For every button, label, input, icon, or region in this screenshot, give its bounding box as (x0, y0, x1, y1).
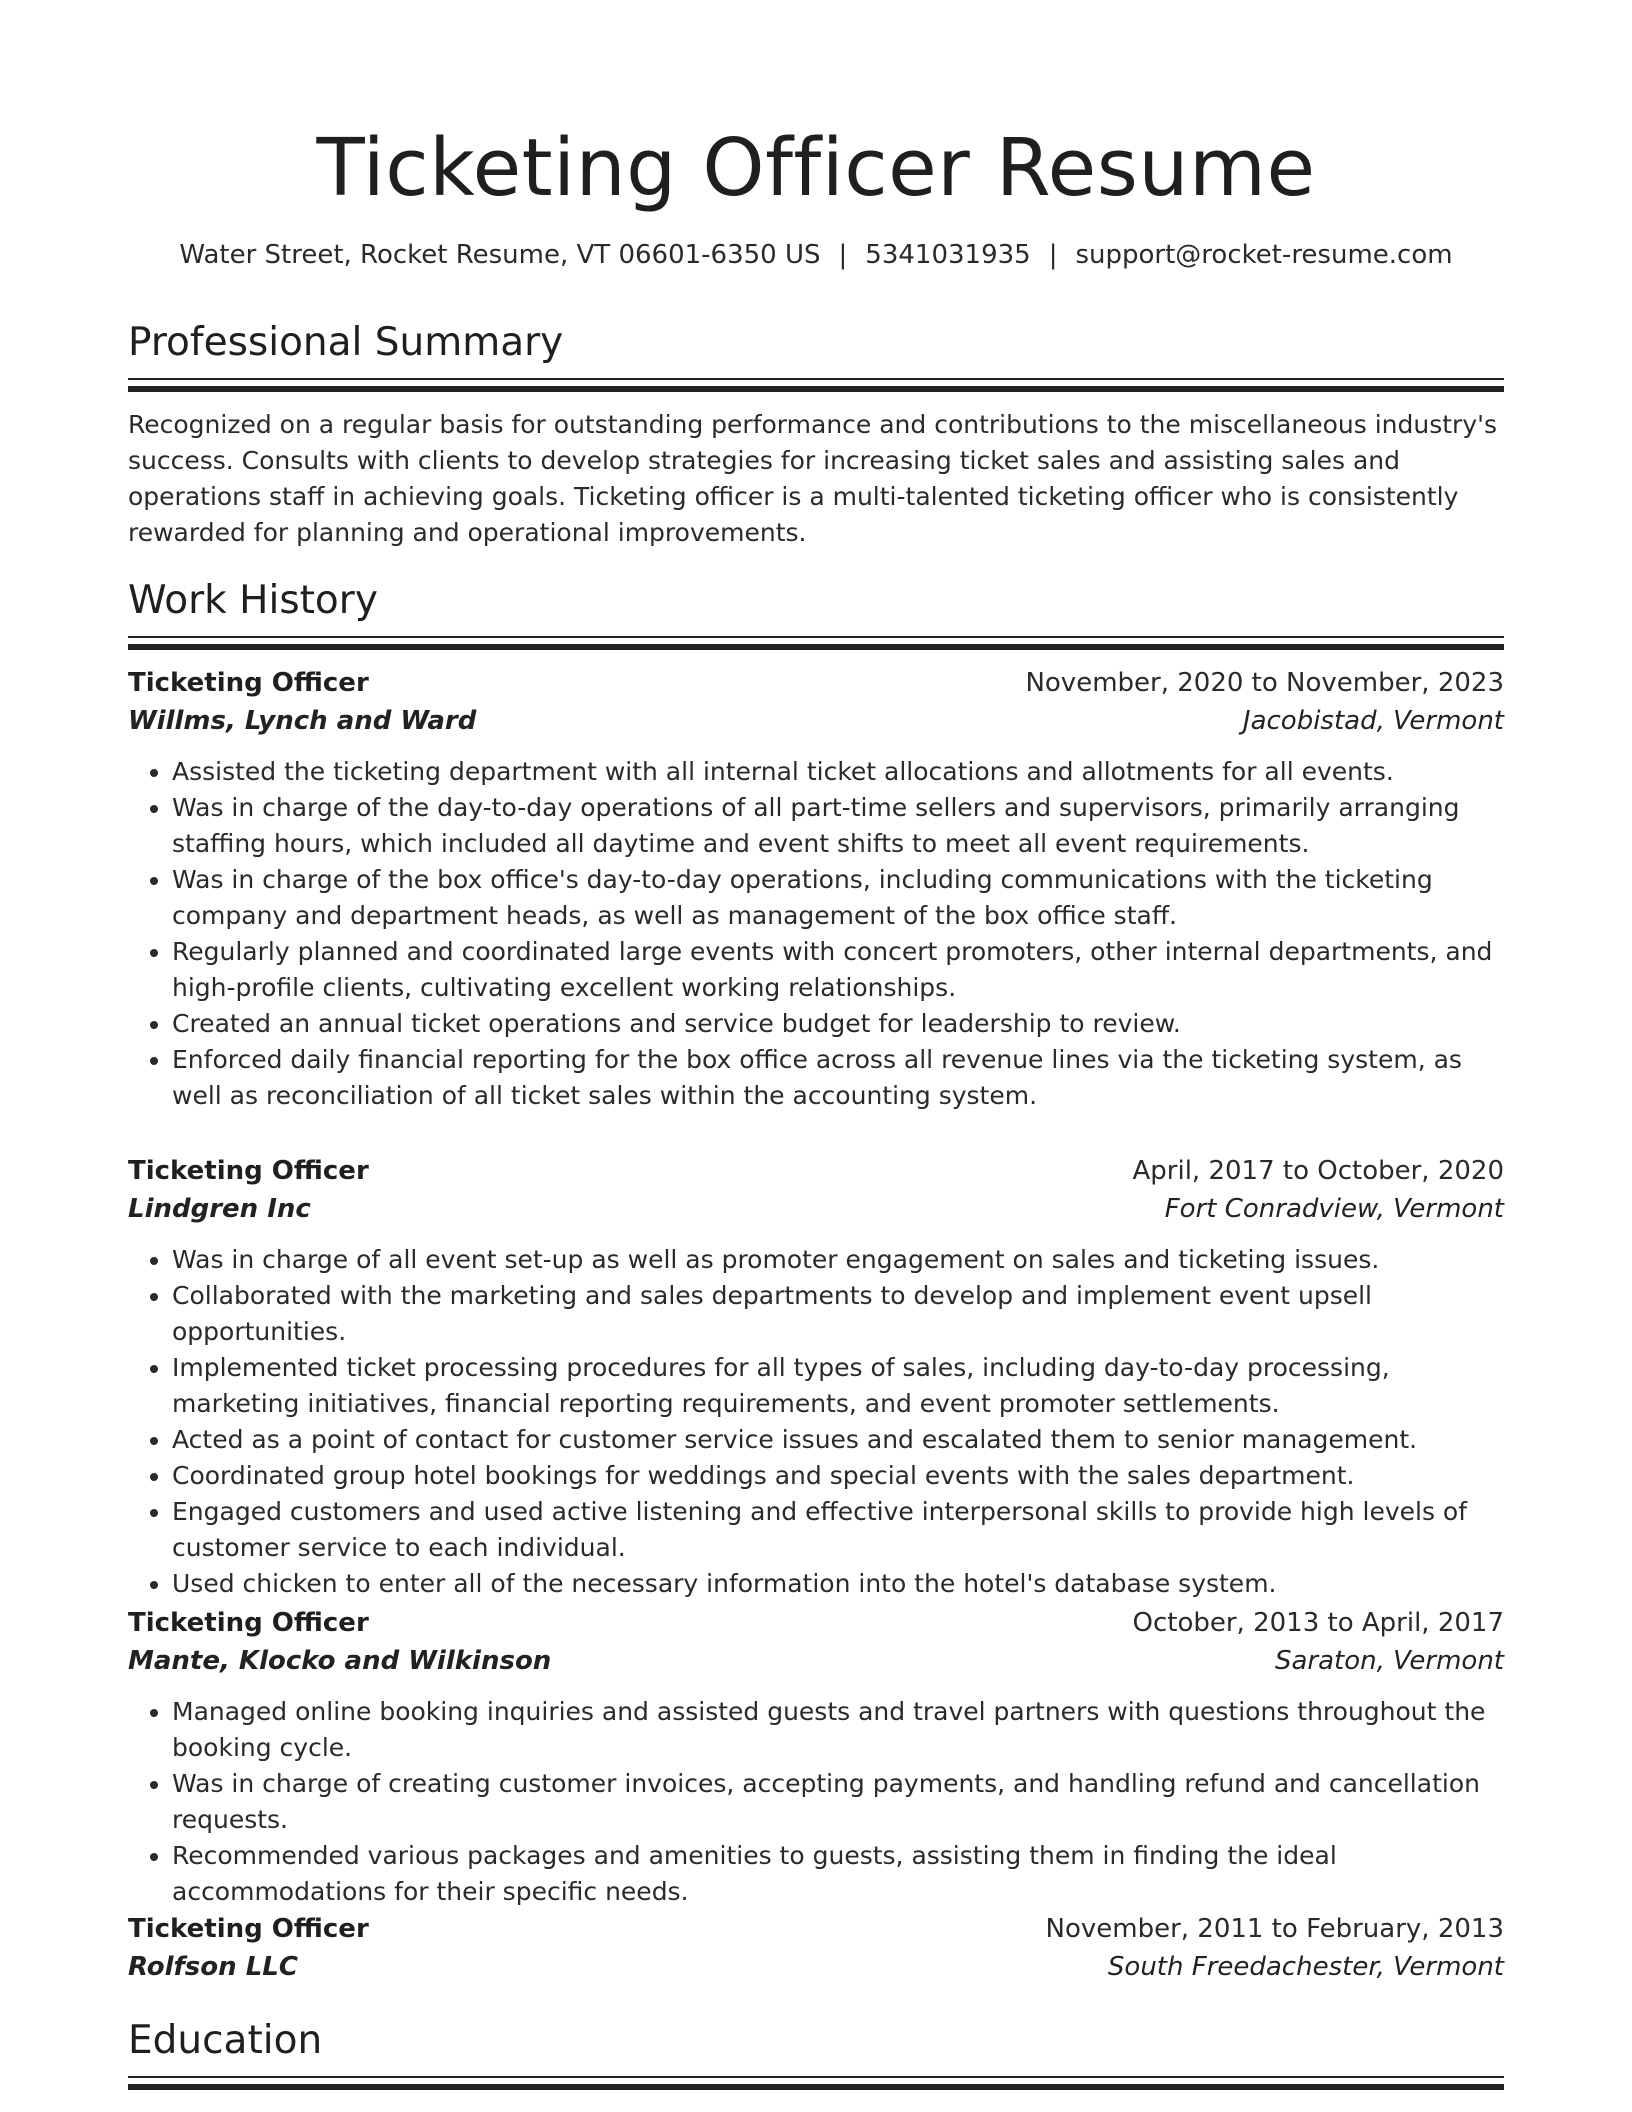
job-location: Jacobistad, Vermont (1242, 706, 1504, 736)
job-title: Ticketing Officer (128, 1156, 369, 1186)
job-company: Mante, Klocko and Wilkinson (128, 1646, 552, 1676)
job-title: Ticketing Officer (128, 1608, 369, 1638)
job-bullet: • Coordinated group hotel bookings for weddings and special events with the sales department. (172, 1458, 1504, 1494)
section-rule (128, 636, 1504, 651)
job-bullet: • Assisted the ticketing department with all internal ticket allocations and allotments for all events. (172, 754, 1504, 790)
job-company: Lindgren Inc (128, 1194, 311, 1224)
job-bullet: • Used chicken to enter all of the necessary information into the hotel's database system. (172, 1566, 1504, 1602)
contact-separator: | (1048, 240, 1058, 270)
contact-line (128, 238, 1504, 272)
job-bullet: • Engaged customers and used active listening and effective interpersonal skills to provide high levels of customer service to each individual. (172, 1494, 1504, 1566)
job-bullet: • Managed online booking inquiries and assisted guests and travel partners with questions throughout the booking cycle. (172, 1694, 1504, 1766)
job-bullet: • Implemented ticket processing procedures for all types of sales, including day-to-day processing, marketing initiatives, financial reporting requirements, and event promoter settlements. (172, 1350, 1504, 1422)
section-heading-education: Education (128, 2018, 323, 2063)
job-company: Willms, Lynch and Ward (128, 706, 477, 736)
address-text: Water Street, Rocket Resume, VT 06601-6350 US (179, 240, 821, 270)
job-bullet: • Enforced daily financial reporting for the box office across all revenue lines via the ticketing system, as well as reconciliation of all ticket sales within the accounting system. (172, 1042, 1504, 1114)
section-rule (128, 378, 1504, 393)
job-dates: April, 2017 to October, 2020 (1132, 1156, 1504, 1186)
resume-page (128, 0, 1504, 2063)
section-heading-work: Work History (128, 578, 378, 623)
job-company: Rolfson LLC (128, 1952, 298, 1982)
section-heading-summary: Professional Summary (128, 320, 564, 365)
job-entry (128, 664, 1504, 1114)
job-dates: November, 2020 to November, 2023 (1025, 668, 1504, 698)
job-bullet: • Collaborated with the marketing and sales departments to develop and implement event upsell opportunities. (172, 1278, 1504, 1350)
resume-title: Ticketing Officer Resume (316, 122, 1316, 214)
job-title: Ticketing Officer (128, 668, 369, 698)
work-history-section (128, 576, 1504, 651)
job-bullet: • Recommended various packages and amenities to guests, assisting them in finding the ideal accommodations for their specific needs. (172, 1838, 1504, 1910)
job-entry (128, 1910, 1504, 1986)
job-bullets (128, 1242, 1504, 1602)
job-location: Fort Conradview, Vermont (1164, 1194, 1504, 1224)
job-location: Saraton, Vermont (1274, 1646, 1504, 1676)
phone-text: 5341031935 (865, 240, 1031, 270)
contact-separator: | (838, 240, 848, 270)
summary-text: Recognized on a regular basis for outstanding performance and contributions to the miscellaneous industry's success. Consults with clients to develop strategies for increasing ticket sales and assisting sales and operations staff in achieving goals. Ticketing officer is a multi-talented ticketing officer who is consistently rewarded for planning and operational improvements. (128, 410, 1498, 547)
job-bullets (128, 754, 1504, 1114)
job-entry (128, 1604, 1504, 1910)
job-bullet: • Was in charge of the day-to-day operations of all part-time sellers and supervisors, primarily arranging staffing hours, which included all daytime and event shifts to meet all event requirements. (172, 790, 1504, 862)
job-bullet: • Acted as a point of contact for customer service issues and escalated them to senior management. (172, 1422, 1504, 1458)
email-text: support@rocket-resume.com (1075, 240, 1453, 270)
job-dates: November, 2011 to February, 2013 (1045, 1914, 1504, 1944)
job-bullet: • Was in charge of creating customer invoices, accepting payments, and handling refund and cancellation requests. (172, 1766, 1504, 1838)
job-bullet: • Regularly planned and coordinated large events with concert promoters, other internal departments, and high-profile clients, cultivating excellent working relationships. (172, 934, 1504, 1006)
job-location: South Freedachester, Vermont (1107, 1952, 1504, 1982)
section-rule (128, 2076, 1504, 2091)
job-bullet: • Was in charge of all event set-up as well as promoter engagement on sales and ticketing issues. (172, 1242, 1504, 1278)
job-bullet: • Created an annual ticket operations and service budget for leadership to review. (172, 1006, 1504, 1042)
job-dates: October, 2013 to April, 2017 (1132, 1608, 1504, 1638)
job-entry (128, 1152, 1504, 1602)
job-title: Ticketing Officer (128, 1914, 369, 1944)
job-bullets (128, 1694, 1504, 1910)
job-bullet: • Was in charge of the box office's day-to-day operations, including communications with the ticketing company and department heads, as well as management of the box office staff. (172, 862, 1504, 934)
education-section (128, 2016, 1504, 2091)
summary-section (128, 318, 1504, 576)
